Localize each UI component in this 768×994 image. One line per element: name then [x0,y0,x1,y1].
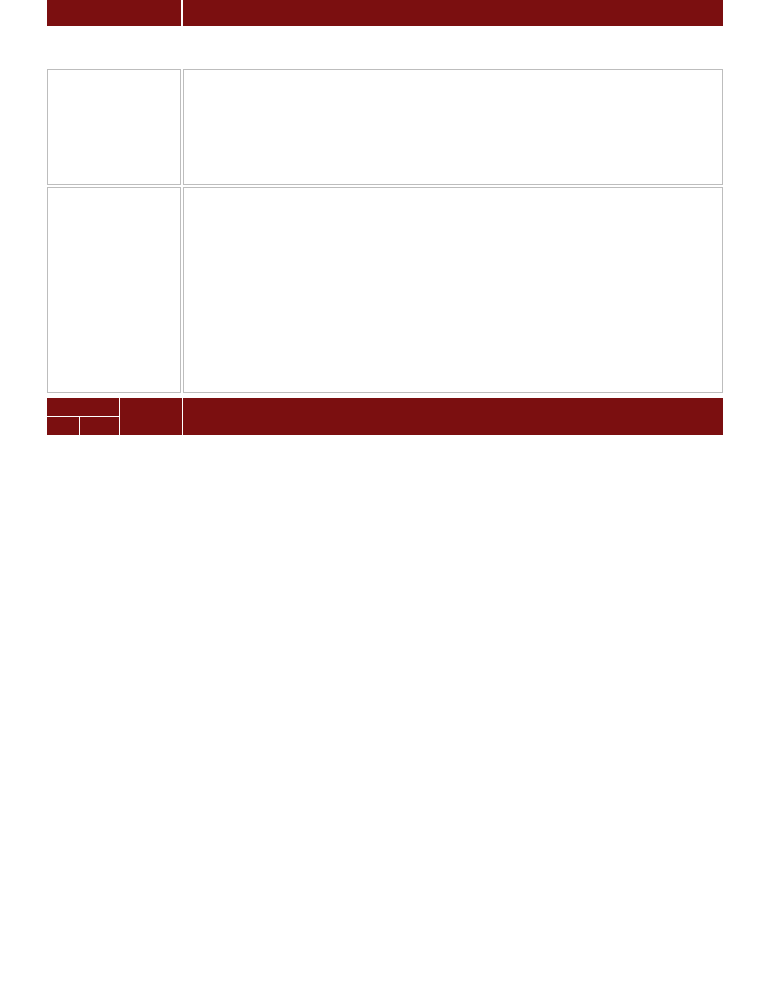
progr-header [80,417,119,435]
km-header [47,398,119,416]
descrizione-label-cell [47,69,181,185]
localita-header [120,398,182,435]
stage-header [47,0,181,26]
parz-header [47,417,79,435]
title-header [183,0,723,26]
descrizione-text-cell [183,69,723,185]
albergue-text-cell [183,187,723,393]
percorso-header [183,398,723,435]
albergue-label-cell [47,187,181,393]
